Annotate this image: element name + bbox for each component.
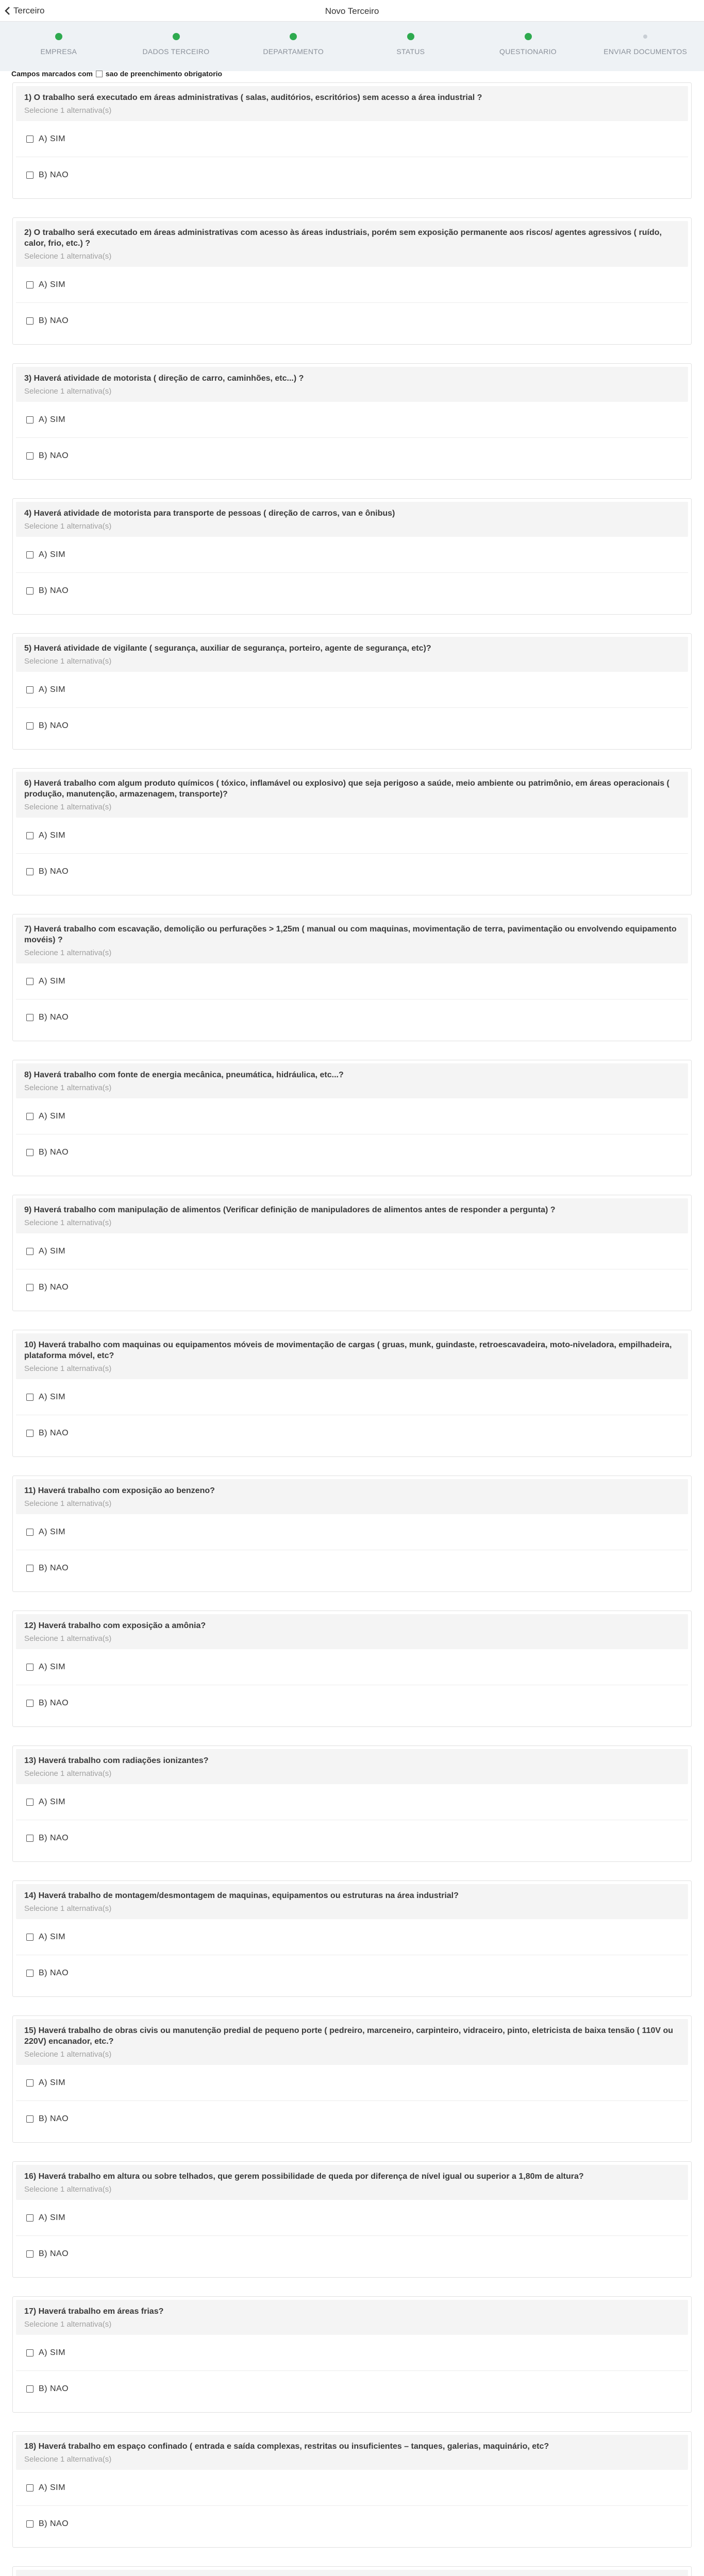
checkbox[interactable] (26, 1014, 33, 1021)
step-item[interactable] (470, 33, 587, 56)
option-label: B) NAO (39, 2384, 69, 2393)
question-hint: Selecione 1 alternativa(s) (24, 1218, 112, 1227)
checkbox[interactable] (26, 2385, 33, 2393)
question-title: 10) Haverá trabalho com maquinas ou equipamentos móveis de movimentação de cargas ( gruas, munk, guindaste, retroescavadeira, moto-niveladora, empilhadeira, plataforma móvel, etc? (24, 1341, 672, 1360)
step-item[interactable] (352, 33, 470, 56)
question-header (16, 2570, 688, 2576)
question-title: 4) Haverá atividade de motorista para transporte de pessoas ( direção de carros, van e ônibus) (24, 509, 395, 518)
question-card (12, 82, 692, 199)
checkbox[interactable] (26, 135, 33, 143)
question-card (12, 2161, 692, 2278)
question-header (16, 221, 688, 267)
question-header (16, 1749, 688, 1784)
option-label: B) NAO (39, 1969, 69, 1977)
checkbox[interactable] (26, 1835, 33, 1842)
option-sim[interactable] (16, 1098, 688, 1134)
question-title: 3) Haverá atividade de motorista ( direção de carro, caminhões, etc...) ? (24, 374, 304, 383)
option-sim[interactable] (16, 1919, 688, 1955)
question-card (12, 633, 692, 750)
step-complete-icon (525, 33, 532, 40)
question-hint: Selecione 1 alternativa(s) (24, 1364, 112, 1373)
option-nao[interactable] (16, 573, 688, 609)
question-hint: Selecione 1 alternativa(s) (24, 522, 112, 531)
checkbox[interactable] (26, 868, 33, 875)
option-label: B) NAO (39, 1834, 69, 1842)
option-sim[interactable] (16, 1514, 688, 1550)
option-label: A) SIM (39, 1392, 65, 1401)
option-label: B) NAO (39, 1429, 69, 1437)
question-header (16, 86, 688, 121)
question-title: 1) O trabalho será executado em áreas administrativas ( salas, auditórios, escritórios) sem acesso a área industrial ? (24, 93, 482, 102)
question-card (12, 2296, 692, 2413)
question-header (16, 2165, 688, 2200)
question-header (16, 1063, 688, 1098)
question-hint: Selecione 1 alternativa(s) (24, 1083, 112, 1092)
option-nao[interactable] (16, 2101, 688, 2137)
step-label: ENVIAR DOCUMENTOS (604, 47, 688, 56)
question-header (16, 1333, 688, 1379)
option-nao[interactable] (16, 1550, 688, 1586)
question-hint: Selecione 1 alternativa(s) (24, 2050, 112, 2059)
option-nao[interactable] (16, 157, 688, 193)
option-sim[interactable] (16, 1379, 688, 1415)
step-label: DADOS TERCEIRO (142, 47, 210, 56)
checkbox[interactable] (26, 2349, 33, 2357)
step-label: EMPRESA (40, 47, 77, 56)
checkbox[interactable] (26, 172, 33, 179)
option-label: A) SIM (39, 280, 65, 289)
option-label: B) NAO (39, 2114, 69, 2123)
question-header (16, 2300, 688, 2335)
question-hint: Selecione 1 alternativa(s) (24, 1634, 112, 1643)
question-card (12, 2566, 692, 2576)
option-label: B) NAO (39, 451, 69, 460)
option-nao[interactable] (16, 999, 688, 1036)
step-pending-icon (643, 35, 647, 39)
option-label: A) SIM (39, 1797, 65, 1806)
option-sim[interactable] (16, 2065, 688, 2101)
question-hint: Selecione 1 alternativa(s) (24, 1904, 112, 1913)
question-title: 5) Haverá atividade de vigilante ( segurança, auxiliar de segurança, porteiro, agente de segurança, etc)? (24, 644, 431, 653)
option-label: B) NAO (39, 1564, 69, 1572)
option-sim[interactable] (16, 121, 688, 157)
question-hint: Selecione 1 alternativa(s) (24, 1769, 112, 1778)
checkbox[interactable] (26, 2115, 33, 2123)
checkbox[interactable] (26, 452, 33, 460)
checkbox[interactable] (26, 978, 33, 985)
question-title: 13) Haverá trabalho com radiações ionizantes? (24, 1756, 209, 1765)
option-label: B) NAO (39, 586, 69, 595)
question-card (12, 1745, 692, 1862)
option-sim[interactable] (16, 267, 688, 303)
option-sim[interactable] (16, 402, 688, 438)
question-hint: Selecione 1 alternativa(s) (24, 1499, 112, 1508)
question-header (16, 1198, 688, 1233)
question-header (16, 2019, 688, 2065)
question-card (12, 914, 692, 1041)
option-sim[interactable] (16, 672, 688, 708)
option-label: A) SIM (39, 976, 65, 986)
option-sim[interactable] (16, 2335, 688, 2371)
question-card (12, 1330, 692, 1457)
question-title: 8) Haverá trabalho com fonte de energia mecânica, pneumática, hidráulica, etc...? (24, 1071, 344, 1079)
option-sim[interactable] (16, 1233, 688, 1269)
checkbox[interactable] (26, 416, 33, 423)
question-title: 2) O trabalho será executado em áreas administrativas com acesso às áreas industriais, porém sem exposição permanente aos riscos/ agentes agressivos ( ruído, calor, frio, etc.) ? (24, 228, 662, 248)
step-label: DEPARTAMENTO (263, 47, 324, 56)
checkbox[interactable] (26, 587, 33, 595)
checkbox[interactable] (26, 1529, 33, 1536)
option-label: A) SIM (39, 685, 65, 694)
question-card (12, 1611, 692, 1727)
step-complete-icon (290, 33, 297, 40)
option-label: B) NAO (39, 867, 69, 876)
question-title: 16) Haverá trabalho em altura ou sobre telhados, que gerem possibilidade de queda por diferença de nível igual ou superior a 1,80m de altura? (24, 2172, 584, 2181)
question-card (12, 2015, 692, 2143)
option-nao[interactable] (16, 303, 688, 339)
question-hint: Selecione 1 alternativa(s) (24, 803, 112, 811)
question-header (16, 2435, 688, 2470)
option-sim[interactable] (16, 818, 688, 854)
step-label: QUESTIONARIO (499, 47, 557, 56)
step-item[interactable] (0, 33, 118, 56)
question-title: 15) Haverá trabalho de obras civis ou manutenção predial de pequeno porte ( pedreiro, marceneiro, carpinteiro, vidraceiro, pinto, eletricista de baixa tensão ( 110V ou 220V) encanador, etc.? (24, 2026, 674, 2046)
question-title: 14) Haverá trabalho de montagem/desmontagem de maquinas, equipamentos ou estruturas na área industrial? (24, 1891, 459, 1900)
checkbox[interactable] (26, 281, 33, 289)
option-nao[interactable] (16, 1415, 688, 1451)
top-bar (0, 0, 704, 22)
question-card (12, 2431, 692, 2548)
step-item[interactable] (586, 33, 704, 56)
question-card (12, 768, 692, 895)
question-title: 18) Haverá trabalho em espaço confinado ( entrada e saída complexas, restritas ou insuficientes – tanques, galerias, maquinário, etc? (24, 2442, 549, 2451)
checkbox[interactable] (26, 551, 33, 558)
option-nao[interactable] (16, 1685, 688, 1721)
step-label: STATUS (396, 47, 425, 56)
checkbox-glyph-icon (96, 71, 103, 77)
option-sim[interactable] (16, 1649, 688, 1685)
question-card (12, 1060, 692, 1176)
option-label: A) SIM (39, 2078, 65, 2087)
question-header (16, 1479, 688, 1514)
checkbox[interactable] (26, 1565, 33, 1572)
option-nao[interactable] (16, 1955, 688, 1991)
option-sim[interactable] (16, 537, 688, 573)
option-label: A) SIM (39, 550, 65, 559)
checkbox[interactable] (26, 1934, 33, 1941)
checkbox[interactable] (26, 2250, 33, 2258)
option-label: A) SIM (39, 415, 65, 424)
question-header (16, 367, 688, 402)
option-nao[interactable] (16, 854, 688, 890)
checkbox[interactable] (26, 1113, 33, 1120)
option-sim[interactable] (16, 1784, 688, 1820)
checkbox[interactable] (26, 1394, 33, 1401)
option-label: B) NAO (39, 1148, 69, 1157)
option-nao[interactable] (16, 2506, 688, 2542)
option-label: A) SIM (39, 1527, 65, 1536)
option-sim[interactable] (16, 2470, 688, 2506)
question-card (12, 1195, 692, 1311)
checkbox[interactable] (26, 722, 33, 730)
required-note (11, 70, 222, 78)
option-label: B) NAO (39, 171, 69, 179)
checkbox[interactable] (26, 1799, 33, 1806)
step-complete-icon (173, 33, 180, 40)
option-label: B) NAO (39, 1699, 69, 1707)
checkbox[interactable] (26, 1664, 33, 1671)
question-hint: Selecione 1 alternativa(s) (24, 657, 112, 666)
option-label: A) SIM (39, 134, 65, 143)
question-card (12, 363, 692, 480)
question-title: 6) Haverá trabalho com algum produto químicos ( tóxico, inflamável ou explosivo) que seja perigoso a saúde, meio ambiente ou patrimônio, em áreas operacionais ( produção, manutenção, armazenagem, transporte)? (24, 779, 669, 799)
question-title: 7) Haverá trabalho com escavação, demolição ou perfurações > 1,25m ( manual ou com maquinas, movimentação de terra, pavimentação ou envolvendo equipamento movéis) ? (24, 925, 677, 944)
checkbox[interactable] (26, 1970, 33, 1977)
checkbox[interactable] (26, 832, 33, 839)
checkbox[interactable] (26, 2484, 33, 2492)
option-label: A) SIM (39, 1932, 65, 1941)
progress-stepper (0, 22, 704, 71)
option-label: A) SIM (39, 2348, 65, 2357)
question-card (12, 217, 692, 345)
question-title: 17) Haverá trabalho em áreas frias? (24, 2307, 164, 2316)
question-card (12, 1476, 692, 1592)
option-label: B) NAO (39, 316, 69, 325)
question-header (16, 637, 688, 672)
required-note-suffix: sao de preenchimento obrigatorio (105, 70, 223, 78)
question-card (12, 498, 692, 615)
questionnaire (12, 82, 692, 2576)
question-hint: Selecione 1 alternativa(s) (24, 2185, 112, 2194)
option-label: A) SIM (39, 1111, 65, 1121)
option-nao[interactable] (16, 438, 688, 474)
option-nao[interactable] (16, 1820, 688, 1856)
question-title: 12) Haverá trabalho com exposição a amônia? (24, 1621, 206, 1630)
checkbox[interactable] (26, 1248, 33, 1255)
option-nao[interactable] (16, 708, 688, 744)
question-hint: Selecione 1 alternativa(s) (24, 252, 112, 261)
option-label: B) NAO (39, 1013, 69, 1022)
question-header (16, 1884, 688, 1919)
option-label: A) SIM (39, 831, 65, 840)
back-label: Terceiro (13, 6, 45, 15)
option-nao[interactable] (16, 2371, 688, 2407)
checkbox[interactable] (26, 2214, 33, 2222)
required-note-prefix: Campos marcados com (11, 70, 93, 78)
checkbox[interactable] (26, 2520, 33, 2528)
option-label: A) SIM (39, 2483, 65, 2492)
checkbox[interactable] (26, 1149, 33, 1156)
step-item[interactable] (118, 33, 235, 56)
option-label: B) NAO (39, 2519, 69, 2528)
option-label: B) NAO (39, 1283, 69, 1292)
option-nao[interactable] (16, 1269, 688, 1306)
question-hint: Selecione 1 alternativa(s) (24, 2455, 112, 2464)
option-label: B) NAO (39, 721, 69, 730)
option-sim[interactable] (16, 963, 688, 999)
option-label: A) SIM (39, 1662, 65, 1671)
checkbox[interactable] (26, 686, 33, 693)
question-header (16, 918, 688, 963)
question-header (16, 772, 688, 818)
step-item[interactable] (234, 33, 352, 56)
step-complete-icon (55, 33, 62, 40)
checkbox[interactable] (26, 1284, 33, 1291)
option-label: B) NAO (39, 2249, 69, 2258)
question-title: 11) Haverá trabalho com exposição ao benzeno? (24, 1486, 215, 1495)
option-label: A) SIM (39, 1246, 65, 1256)
checkbox[interactable] (26, 2079, 33, 2087)
checkbox[interactable] (26, 317, 33, 325)
checkbox[interactable] (26, 1700, 33, 1707)
option-nao[interactable] (16, 2236, 688, 2272)
question-hint: Selecione 1 alternativa(s) (24, 387, 112, 396)
question-hint: Selecione 1 alternativa(s) (24, 2320, 112, 2329)
checkbox[interactable] (26, 1430, 33, 1437)
question-header (16, 1614, 688, 1649)
option-nao[interactable] (16, 1134, 688, 1171)
page-title: Novo Terceiro (325, 6, 379, 16)
step-complete-icon (407, 33, 414, 40)
question-hint: Selecione 1 alternativa(s) (24, 106, 112, 115)
question-hint: Selecione 1 alternativa(s) (24, 948, 112, 957)
question-card (12, 1880, 692, 1997)
option-label: A) SIM (39, 2213, 65, 2222)
option-sim[interactable] (16, 2200, 688, 2236)
question-header (16, 502, 688, 537)
question-title: 9) Haverá trabalho com manipulação de alimentos (Verificar definição de manipuladores de alimentos antes de responder a pergunta) ? (24, 1206, 556, 1214)
